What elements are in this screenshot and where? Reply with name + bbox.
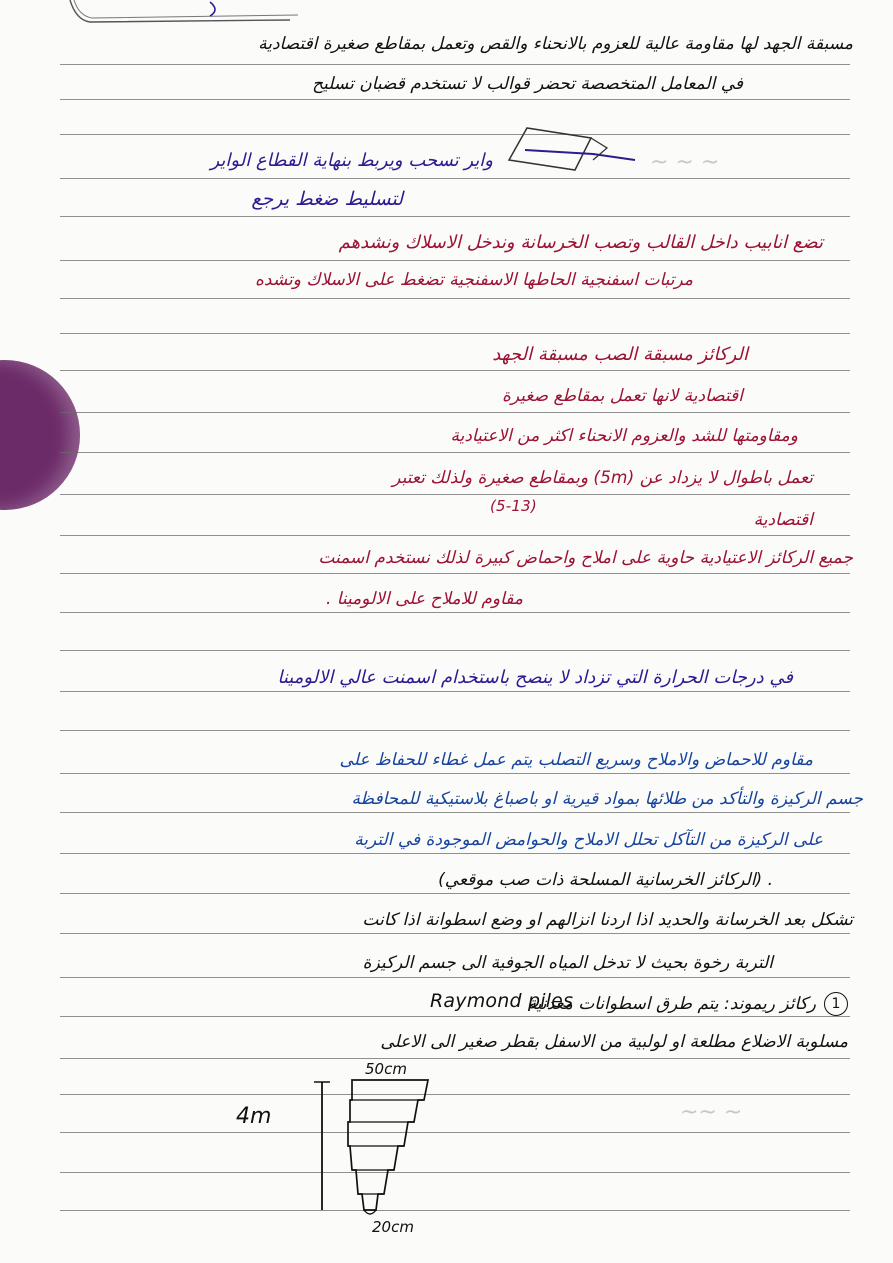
rule-line (60, 134, 850, 135)
note-range-label: (5-13) (490, 497, 537, 515)
note-line-12: جميع الركائز الاعتيادية حاوية على املاح واحماض كبيرة لذلك نستخدم اسمنت (318, 548, 853, 568)
bleed-through-text: ~ ~ ~ (650, 150, 720, 175)
diagram-top-label: 50cm (365, 1060, 407, 1078)
bleed-through-text: ~~ ~ (680, 1100, 743, 1125)
rule-line (60, 573, 850, 574)
note-line-5: تضع انابيب داخل القالب وتصب الخرسانة وندخل الاسلاك ونشدهم (338, 232, 823, 253)
rule-line (60, 494, 850, 495)
rule-line (60, 853, 850, 854)
note-line-15: مقاوم للاحماض والاملاح وسريع التصلب يتم عمل غطاء للحفاظ على (339, 750, 813, 770)
rule-line (60, 1016, 850, 1017)
note-line-21 (528, 992, 848, 1016)
rule-line (60, 64, 850, 65)
rule-line (60, 691, 850, 692)
tendon-sketch-icon (505, 120, 645, 180)
rule-line (60, 650, 850, 651)
note-line-2: في المعامل المتخصصة تحضر قوالب لا تستخدم قضبان تسليح (312, 74, 743, 94)
spiral-binding-icon (60, 0, 300, 26)
rule-line (60, 535, 850, 536)
rule-line (60, 178, 850, 179)
note-line-13: مقاوم للاملاح على الالومينا . (325, 589, 523, 609)
rule-line (60, 260, 850, 261)
note-line-10: تعمل باطوال لا يزداد عن (5m) وبمقاطع صغيرة ولذلك تعتبر (392, 468, 813, 488)
rule-line (60, 333, 850, 334)
rule-line (60, 298, 850, 299)
note-line-22: مسلوبة الاضلاع مطلعة او لولبية من الاسفل بقطر صغير الى الاعلى (380, 1032, 848, 1052)
binder-hole-icon (0, 360, 80, 510)
raymond-piles-english: Raymond piles (430, 990, 574, 1012)
note-line-17: على الركيزة من التآكل تحلل الاملاح والحوامض الموجودة في التربة (354, 830, 823, 850)
note-line-11: اقتصادية (753, 510, 813, 530)
rule-line (60, 977, 850, 978)
note-line-7: الركائز مسبقة الصب مسبقة الجهد (492, 344, 748, 365)
note-line-1: مسبقة الجهد لها مقاومة عالية للعزوم بالانحناء والقص وتعمل بمقاطع صغيرة اقتصادية (258, 34, 853, 54)
rule-line (60, 612, 850, 613)
rule-line (60, 933, 850, 934)
note-line-9: ومقاومتها للشد والعزوم الانحناء اكثر من الاعتيادية (450, 426, 798, 446)
raymond-piles-heading: ركائز ريموند: يتم طرق اسطوانات معدنية (527, 994, 816, 1014)
note-line-18: . (الركائز الخرسانية المسلحة ذات صب موقعي) (438, 870, 773, 890)
rule-line (60, 216, 850, 217)
note-line-14: في درجات الحرارة التي تزداد لا ينصح باستخدام اسمنت عالي الالومينا (277, 667, 793, 688)
note-line-8: اقتصادية لانها تعمل بمقاطع صغيرة (502, 386, 743, 406)
rule-line (60, 370, 850, 371)
rule-line (60, 412, 850, 413)
circled-number: 1 (824, 992, 848, 1016)
rule-line (60, 893, 850, 894)
note-line-20: التربة رخوة بحيث لا تدخل المياه الجوفية الى جسم الركيزة (362, 953, 773, 973)
note-line-4: لتسليط ضغط يرجع (251, 188, 403, 210)
rule-line (60, 452, 850, 453)
diagram-bottom-label: 20cm (372, 1218, 414, 1236)
rule-line (60, 730, 850, 731)
note-line-16: جسم الركيزة والتأكد من طلائها بمواد قيرية او باصباغ بلاستيكية للمحافظة (351, 789, 863, 809)
rule-line (60, 1058, 850, 1059)
rule-line (60, 99, 850, 100)
note-line-6: مرتبات اسفنجية الحاطها الاسفنجية تضغط على الاسلاك وتشده (255, 270, 693, 290)
rule-line (60, 773, 850, 774)
rule-line (60, 812, 850, 813)
note-line-3: واير تسحب ويربط بنهاية القطاع الواير (210, 150, 493, 171)
note-line-19: تشكل بعد الخرسانة والحديد اذا اردنا انزالهم او وضع اسطوانة اذا كانت (362, 910, 853, 930)
diagram-height-label: 4m (236, 1104, 272, 1129)
